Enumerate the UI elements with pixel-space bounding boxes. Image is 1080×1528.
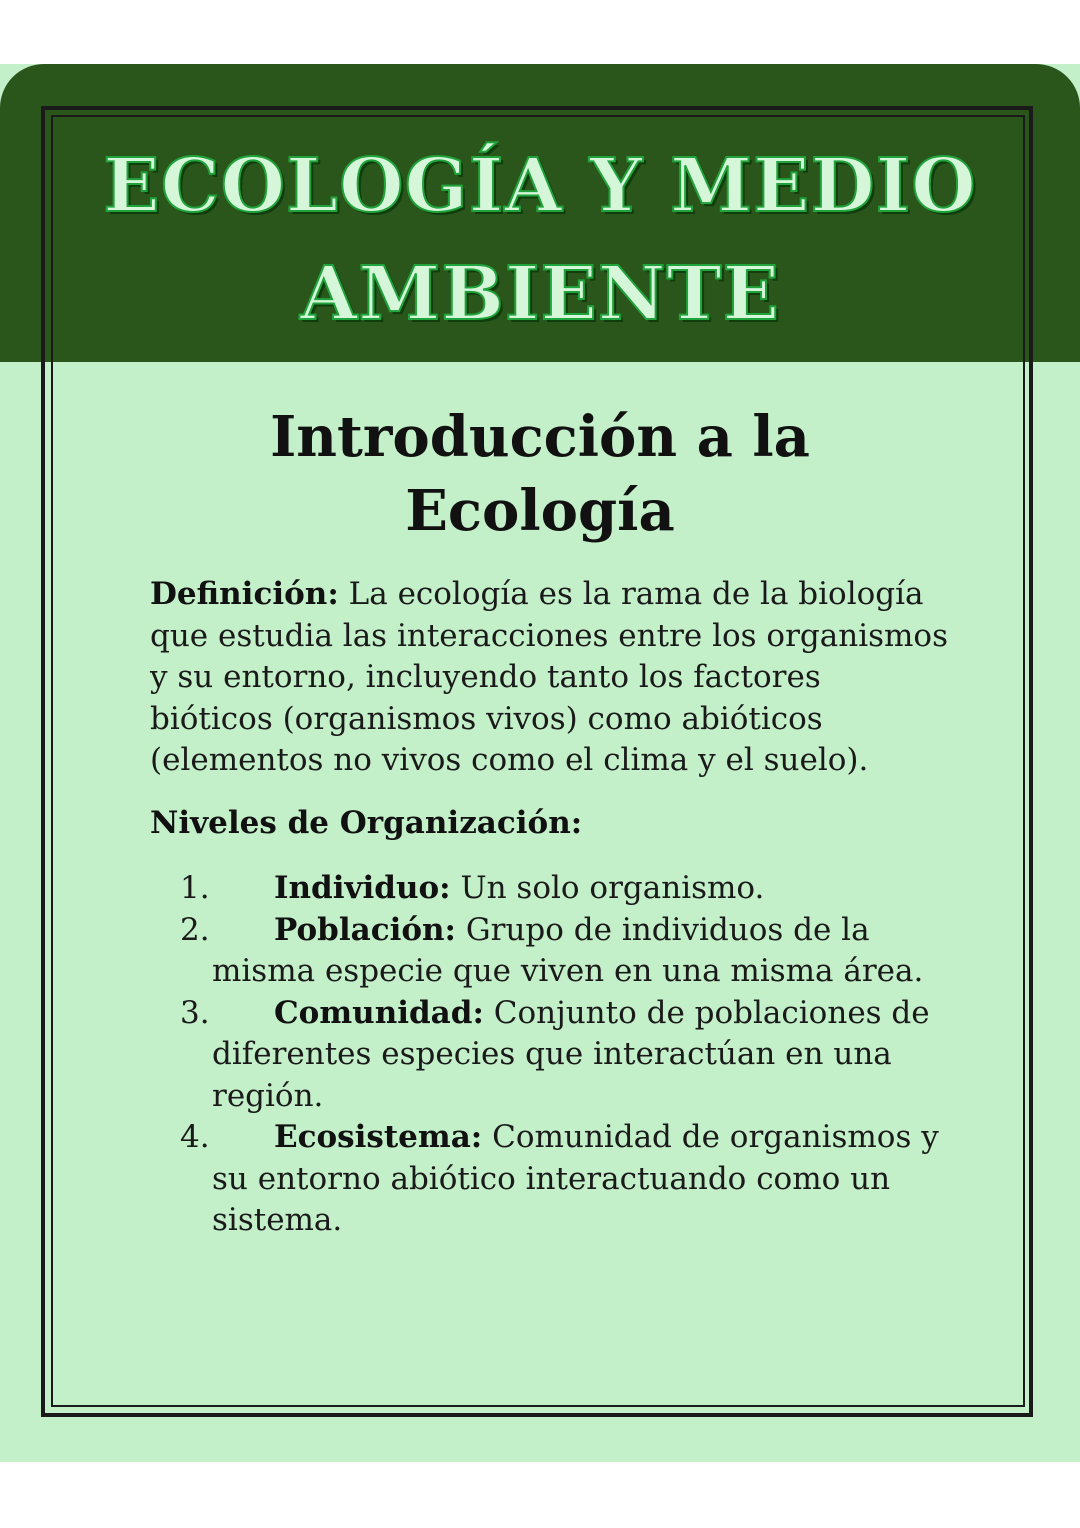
- list-item-number: 1.: [180, 870, 210, 906]
- list-item: [150, 1117, 950, 1242]
- list-item-term: Individuo:: [274, 870, 451, 906]
- list-item: [150, 910, 950, 993]
- list-item-desc: Un solo organismo.: [460, 870, 765, 906]
- list-item: [150, 993, 950, 1118]
- definition-text: La ecología es la rama de la biología que estudia las interacciones entre los organismos y su entorno, incluyendo tanto los factores bióticos (organismos vivos) como abióticos (elementos no vivos como el clima y el suelo).: [150, 576, 948, 778]
- main-title: [60, 132, 1020, 348]
- definition-paragraph: [150, 574, 950, 782]
- list-item-desc: Grupo de individuos de la misma especie que viven en una misma área.: [212, 911, 924, 989]
- content-body: [150, 574, 950, 1242]
- section-title-line-1: Introducción a la: [270, 404, 810, 470]
- list-item-number: 4.: [180, 1119, 210, 1155]
- section-title: [60, 400, 1020, 548]
- levels-heading: Niveles de Organización:: [150, 804, 583, 841]
- main-title-line-1: ECOLOGÍA Y MEDIO: [103, 143, 977, 229]
- main-title-line-2: AMBIENTE: [299, 251, 780, 337]
- list-item-desc: Conjunto de poblaciones de diferentes especies que interactúan en una región.: [212, 994, 930, 1114]
- definition-label: Definición:: [150, 576, 339, 612]
- list-item: [150, 868, 950, 910]
- list-item-desc: Comunidad de organismos y su entorno abiótico interactuando como un sistema.: [212, 1119, 939, 1238]
- list-item-term: Ecosistema:: [274, 1119, 483, 1155]
- list-item-number: 3.: [180, 994, 210, 1031]
- list-item-number: 2.: [180, 911, 210, 948]
- list-item-term: Población:: [274, 911, 457, 948]
- levels-list: [150, 868, 950, 1242]
- section-title-line-2: Ecología: [405, 478, 675, 544]
- list-item-term: Comunidad:: [274, 994, 484, 1031]
